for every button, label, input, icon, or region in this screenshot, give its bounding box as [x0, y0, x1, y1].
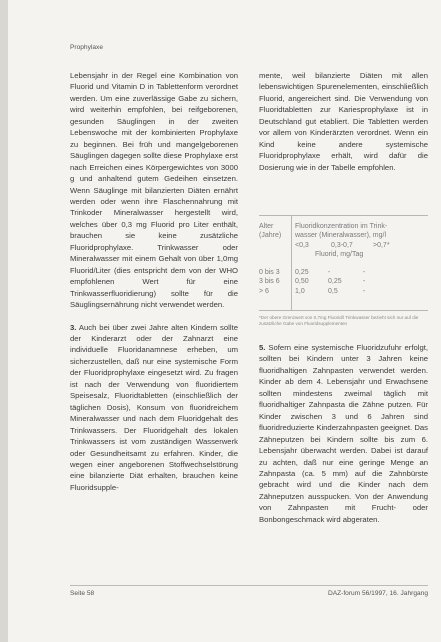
concentration-header-line-2: wasser (Mineralwasser), mg/l — [295, 232, 387, 240]
row-value-low: 1,0 — [295, 287, 305, 295]
dosage-table-box — [259, 215, 428, 311]
table-row — [259, 287, 428, 296]
right-paragraph-2 — [259, 342, 428, 525]
concentration-subheaders — [295, 241, 429, 250]
row-value-low: 0,50 — [295, 278, 309, 286]
footer-rule — [70, 585, 428, 586]
concentration-header — [295, 222, 429, 260]
row-age: 0 bis 3 — [259, 269, 280, 276]
right-column — [259, 70, 428, 173]
row-value-high: - — [363, 287, 366, 295]
concentration-header-line-1: Fluoridkonzentration im Trink- — [295, 223, 388, 230]
subheader-mid: 0,3-0,7 — [331, 241, 353, 249]
journal-info: DAZ-forum 56/1997, 16. Jahrgang — [327, 590, 428, 597]
subheader-low: <0,3 — [295, 241, 309, 249]
row-value-mid: - — [328, 269, 331, 276]
row-value-high: - — [363, 269, 366, 276]
right-paragraph-1: mente, weil bilanzierte Diäten mit allen lebenswichtigen Spurenelementen, einschließlich Fluorid, angereichert sind. Die Verwendung von Fluoridtabletten zur Kariesprophylaxe ist in Deutschland gut etabliert. Die Tabletten werden vor allem von Kinderärzten verordnet. Wenn ein Kind keine andere systemische Fluoridprophylaxe erhält, wird dafür die Dosierung wie in der Tabelle empfohlen. — [259, 71, 428, 172]
left-paragraph-1: Lebensjahr in der Regel eine Kombination von Fluorid und Vitamin D in Tablettenform verordnet werden. Um eine zuverlässige Gabe zu sichern, wird weiterhin empfohlen, bei reifgeborenen, gesunden Säuglingen in der zweiten Lebenswoche mit der kombinierten Prophylaxe zu beginnen. Bei früh und mangelgeborenen Säuglingen dagegen sollte diese Prophylaxe erst nach Erreichen eines Körpergewichtes von 3000 g und anhaltend gutem Gedeihen einsetzen. Wenn Säuglinge mit bilanzierten Diäten ernährt werden oder wenn ihre Flaschennahrung mit Trinkoder Mineralwasser hergestellt wird, welches über 0,3 mg Fluorid pro Liter enthält, brauchen sie keine zusätzliche Fluoridprophylaxe. Trinkwasser oder Mineralwasser mit einem Gehalt von über 1,0mg Fluorid/Liter (dies entspricht dem von der WHO empfohlenen Wert für eine Trinkwasserfluoridierung) sollte für die Säuglingsernährung nicht verwendet werden. — [70, 71, 238, 310]
page-number: Seite 58 — [70, 590, 95, 597]
table-row — [259, 268, 428, 277]
row-value-mid: 0,25 — [328, 278, 342, 286]
age-header-line-2: (Jahre) — [259, 232, 282, 240]
right-paragraph-2-text: Sofern eine systemische Fluoridzufuhr erfolgt, sollten bei Kindern unter 3 Jahren keine fluoridhaltigen Zahnpasten verwendet werden. Kinder ab dem 4. Lebensjahr und Erwachsene sollten mindestens zweimal täglich mit fluoridhaltiger Zahnpasta die Zähne putzen. Für Kinder zwischen 3 und 6 Jahren sind fluoridreduzierte Kinderzahnpasten geeignet. Das Zähneputzen bei Kindern sollte bis zum 6. Lebensjahr überwacht werden. Dabei ist darauf zu achten, daß nur eine geringe Menge an Zahnpasta (ca. 5 mm) auf die Zahnbürste gebracht wird und die Kinder nach dem Zähneputzen ausspucken. Von der Anwendung von Zahnpasten mit Frucht- oder Bonbongeschmack wird abgeraten. — [259, 343, 428, 524]
left-paragraph-2 — [70, 322, 238, 494]
table-rows — [259, 268, 428, 296]
section-number-5: 5. — [259, 343, 266, 352]
row-value-low: 0,25 — [295, 269, 309, 276]
left-paragraph-2-text: Auch bei über zwei Jahre alten Kindern sollte der Kinderarzt oder der Zahnarzt eine individuelle Fluoridanamnese erheben, um sicherzustellen, daß nur eine systemische Form der Fluoridprophylaxe eingesetzt wird. Zu fragen ist nach der Verwendung von fluoridiertem Speisesalz, Fluoridtabletten (einschließlich der täglichen Dosis), Konsum von fluoridreichem Mineralwasser und nach dem Fluoridgehalt des Trinkwassers. Der Fluoridgehalt des lokalen Trinkwassers ist vom zuständigen Wasserwerk oder Gesundheitsamt zu erfahren. Kinder, die wegen einer angeborenen Stoffwechselstörung eine bilanzierte Diät erhalten, brauchen keine Fluoridsupple- — [70, 322, 238, 492]
age-header-line-1: Alter — [259, 223, 274, 230]
subheader-high: >0,7* — [373, 241, 390, 249]
unit-label: Fluorid, mg/Tag — [315, 251, 364, 259]
row-age: 3 bis 6 — [259, 278, 280, 286]
age-header — [259, 222, 289, 241]
row-value-mid: 0,5 — [328, 287, 338, 295]
row-age: > 6 — [259, 287, 269, 295]
left-column — [70, 70, 238, 493]
table-row — [259, 277, 428, 286]
page-edge-shadow — [0, 0, 8, 642]
running-header: Prophylaxe — [70, 44, 103, 51]
table-footnote: *Der obere Grenzwert von 0,7mg Fluorid/l Trinkwasser bezieht sich nur auf die zusätzliche Gabe von Fluoridsupplementen — [259, 315, 419, 326]
dosage-table — [259, 215, 428, 525]
row-value-high: - — [363, 278, 366, 286]
section-number-3: 3. — [70, 322, 77, 332]
